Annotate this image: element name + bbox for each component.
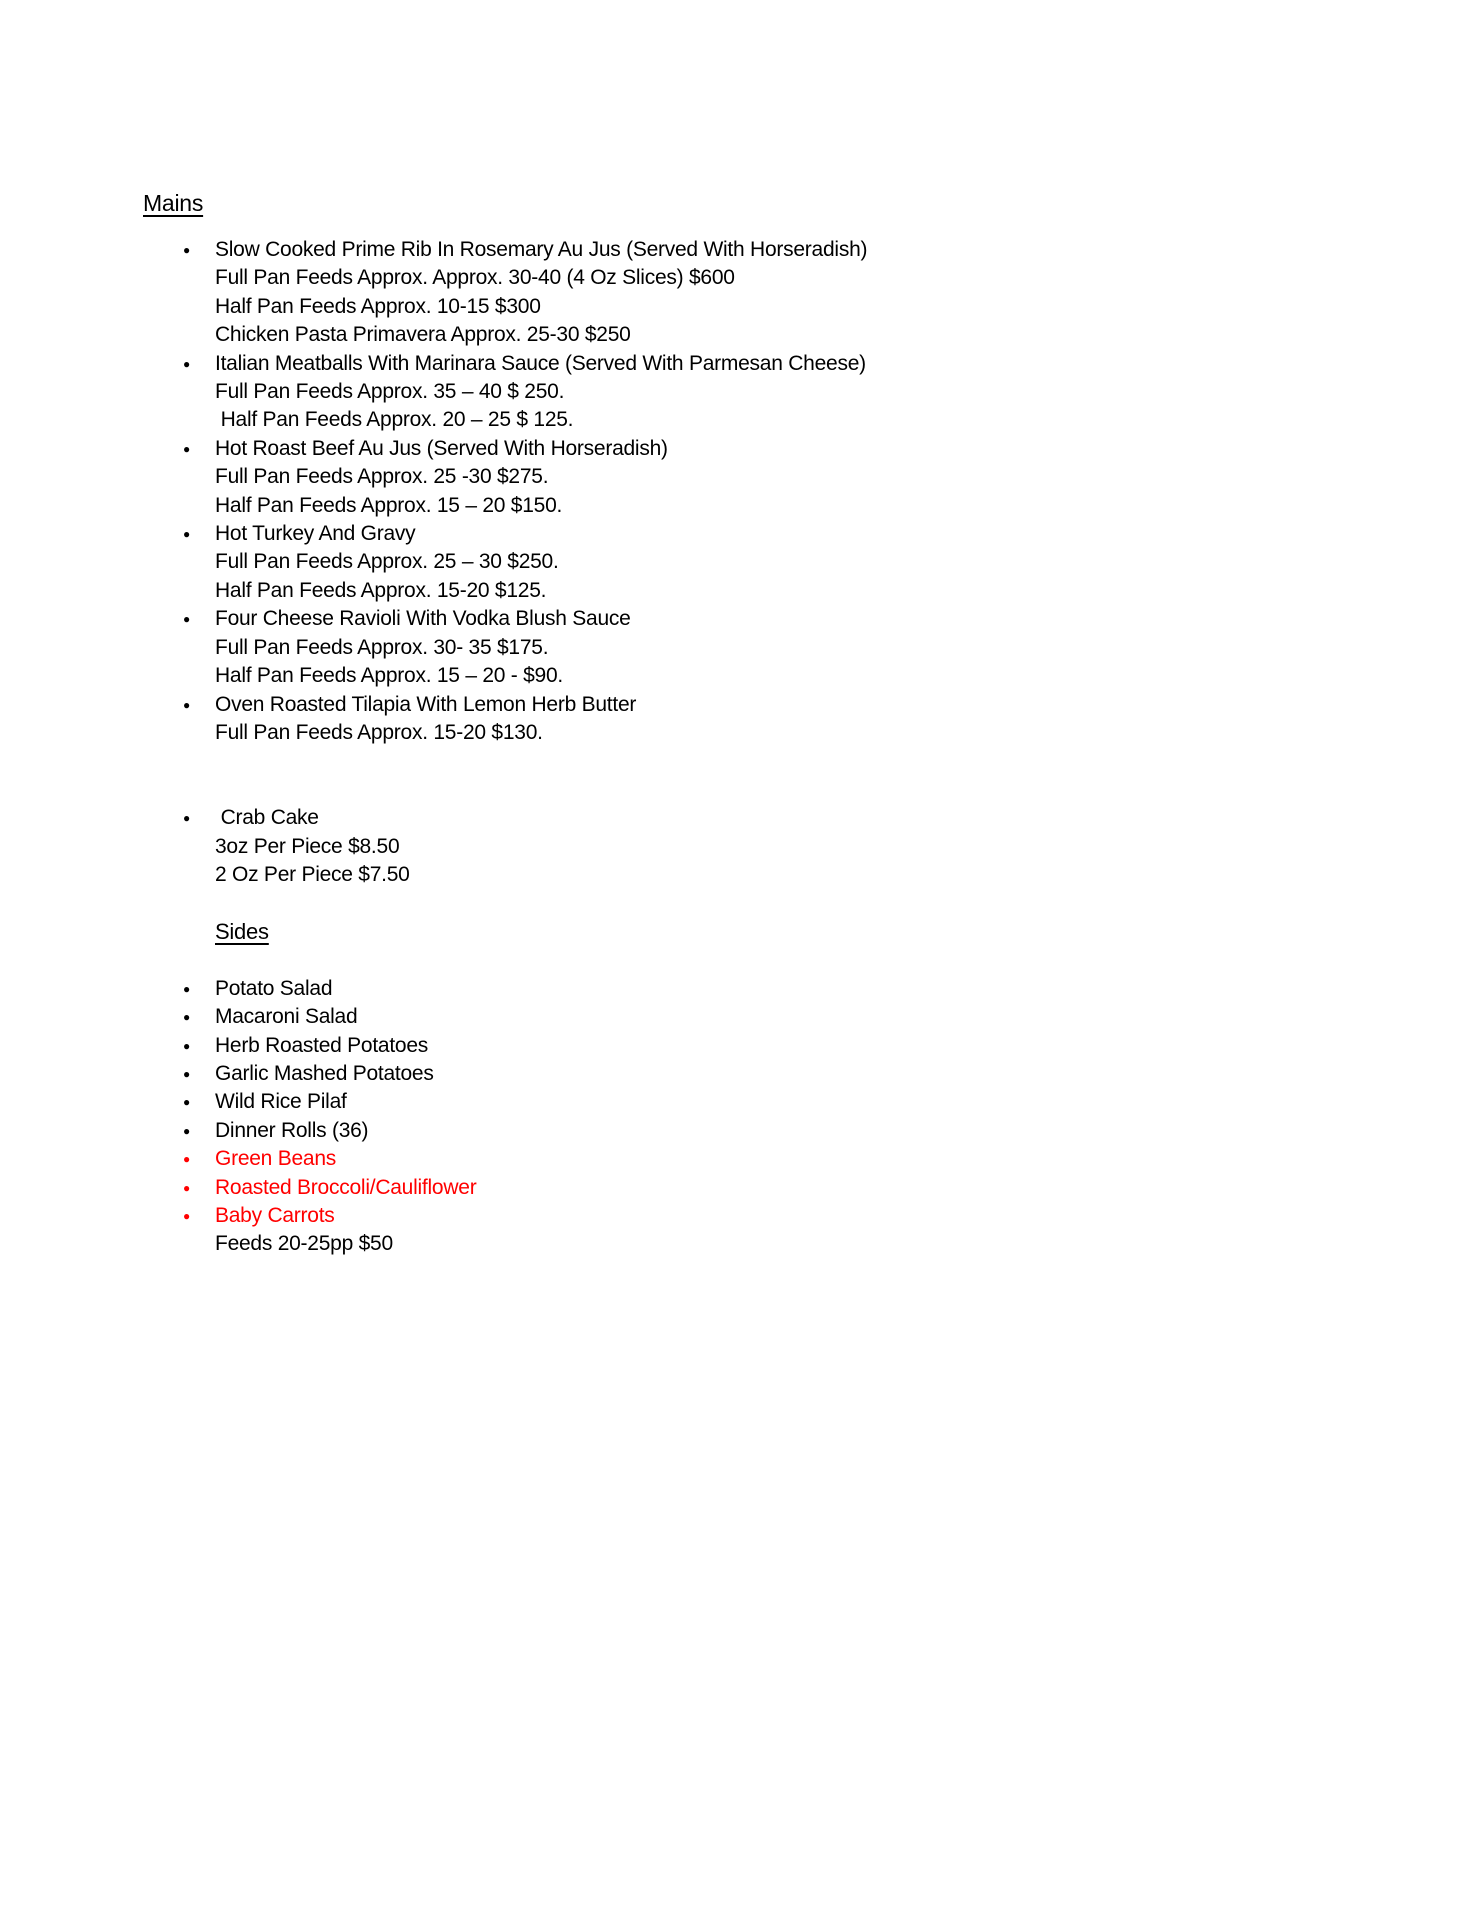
menu-item-detail: Half Pan Feeds Approx. 15 – 20 - $90. <box>215 664 563 688</box>
side-item-macaroni-salad <box>143 1003 1424 1031</box>
bullet-icon: ● <box>183 1180 190 1195</box>
bullet-icon: ● <box>183 1152 190 1167</box>
side-item-label: Baby Carrots <box>215 1203 335 1227</box>
menu-item-detail: Half Pan Feeds Approx. 15 – 20 $150. <box>215 493 563 517</box>
side-item-herb-roasted-potatoes <box>143 1032 1424 1060</box>
menu-item-title: Slow Cooked Prime Rib In Rosemary Au Jus (Served With Horseradish) <box>215 238 868 261</box>
menu-item-detail: Half Pan Feeds Approx. 15-20 $125. <box>215 578 547 602</box>
side-item-dinner-rolls <box>143 1117 1424 1145</box>
menu-item-hot-turkey <box>143 520 1424 605</box>
bullet-icon: ● <box>183 1095 190 1110</box>
side-item-label: Dinner Rolls (36) <box>215 1118 369 1142</box>
menu-item-detail: Full Pan Feeds Approx. Approx. 30-40 (4 Oz Slices) $600 <box>215 266 735 290</box>
bullet-icon: ● <box>183 811 190 826</box>
side-item-roasted-broccoli-cauliflower <box>143 1174 1424 1202</box>
menu-item-detail: Full Pan Feeds Approx. 15-20 $130. <box>215 720 543 744</box>
bullet-icon: ● <box>183 441 190 456</box>
side-item-label: Wild Rice Pilaf <box>215 1090 347 1114</box>
mains-heading: Mains <box>143 190 204 216</box>
menu-item-detail: Chicken Pasta Primavera Approx. 25-30 $250 <box>215 323 631 347</box>
menu-item-title: Hot Turkey And Gravy <box>215 522 416 546</box>
bullet-icon: ● <box>183 1123 190 1138</box>
bullet-icon: ● <box>183 1038 190 1053</box>
menu-item-crab-cake <box>143 804 1424 889</box>
sides-list <box>143 975 1424 1231</box>
menu-item-detail: Half Pan Feeds Approx. 20 – 25 $ 125. <box>215 408 574 432</box>
bullet-icon: ● <box>183 243 190 257</box>
menu-item-four-cheese-ravioli <box>143 605 1424 690</box>
menu-item-detail: Full Pan Feeds Approx. 30- 35 $175. <box>215 635 549 659</box>
menu-item-detail: Half Pan Feeds Approx. 10-15 $300 <box>215 294 541 318</box>
bullet-icon: ● <box>183 612 190 627</box>
menu-item-title: Italian Meatballs With Marinara Sauce (Served With Parmesan Cheese) <box>215 351 866 375</box>
menu-item-detail: 2 Oz Per Piece $7.50 <box>215 863 410 887</box>
menu-item-detail: 3oz Per Piece $8.50 <box>215 834 400 858</box>
menu-item-detail: Full Pan Feeds Approx. 25 – 30 $250. <box>215 550 559 574</box>
side-item-label: Garlic Mashed Potatoes <box>215 1061 434 1085</box>
side-item-label: Potato Salad <box>215 976 333 1000</box>
menu-item-prime-rib <box>143 236 1424 350</box>
bullet-icon: ● <box>183 981 190 996</box>
side-item-wild-rice-pilaf <box>143 1088 1424 1116</box>
menu-item-title: Four Cheese Ravioli With Vodka Blush Sauce <box>215 607 631 631</box>
menu-item-title: Crab Cake <box>215 806 319 830</box>
side-item-potato-salad <box>143 975 1424 1003</box>
menu-item-detail: Full Pan Feeds Approx. 25 -30 $275. <box>215 465 549 489</box>
side-item-green-beans <box>143 1145 1424 1173</box>
bullet-icon: ● <box>183 1010 190 1025</box>
bullet-icon: ● <box>183 1208 190 1223</box>
bullet-icon: ● <box>183 697 190 712</box>
side-item-label: Green Beans <box>215 1147 336 1171</box>
sides-heading: Sides <box>215 918 269 944</box>
sides-pricing-note: Feeds 20-25pp $50 <box>215 1232 393 1256</box>
side-item-garlic-mashed-potatoes <box>143 1060 1424 1088</box>
menu-item-hot-roast-beef <box>143 435 1424 520</box>
bullet-icon: ● <box>183 356 190 371</box>
side-item-baby-carrots <box>143 1202 1424 1230</box>
bullet-icon: ● <box>183 527 190 542</box>
menu-item-title: Hot Roast Beef Au Jus (Served With Horseradish) <box>215 436 668 460</box>
side-item-label: Roasted Broccoli/Cauliflower <box>215 1175 477 1199</box>
side-item-label: Herb Roasted Potatoes <box>215 1033 429 1057</box>
menu-item-title: Oven Roasted Tilapia With Lemon Herb Butter <box>215 692 637 716</box>
menu-item-detail: Full Pan Feeds Approx. 35 – 40 $ 250. <box>215 380 565 404</box>
mains-list <box>143 236 1424 890</box>
bullet-icon: ● <box>183 1066 190 1081</box>
side-item-label: Macaroni Salad <box>215 1005 358 1029</box>
menu-item-oven-roasted-tilapia <box>143 691 1424 748</box>
menu-item-italian-meatballs <box>143 350 1424 435</box>
